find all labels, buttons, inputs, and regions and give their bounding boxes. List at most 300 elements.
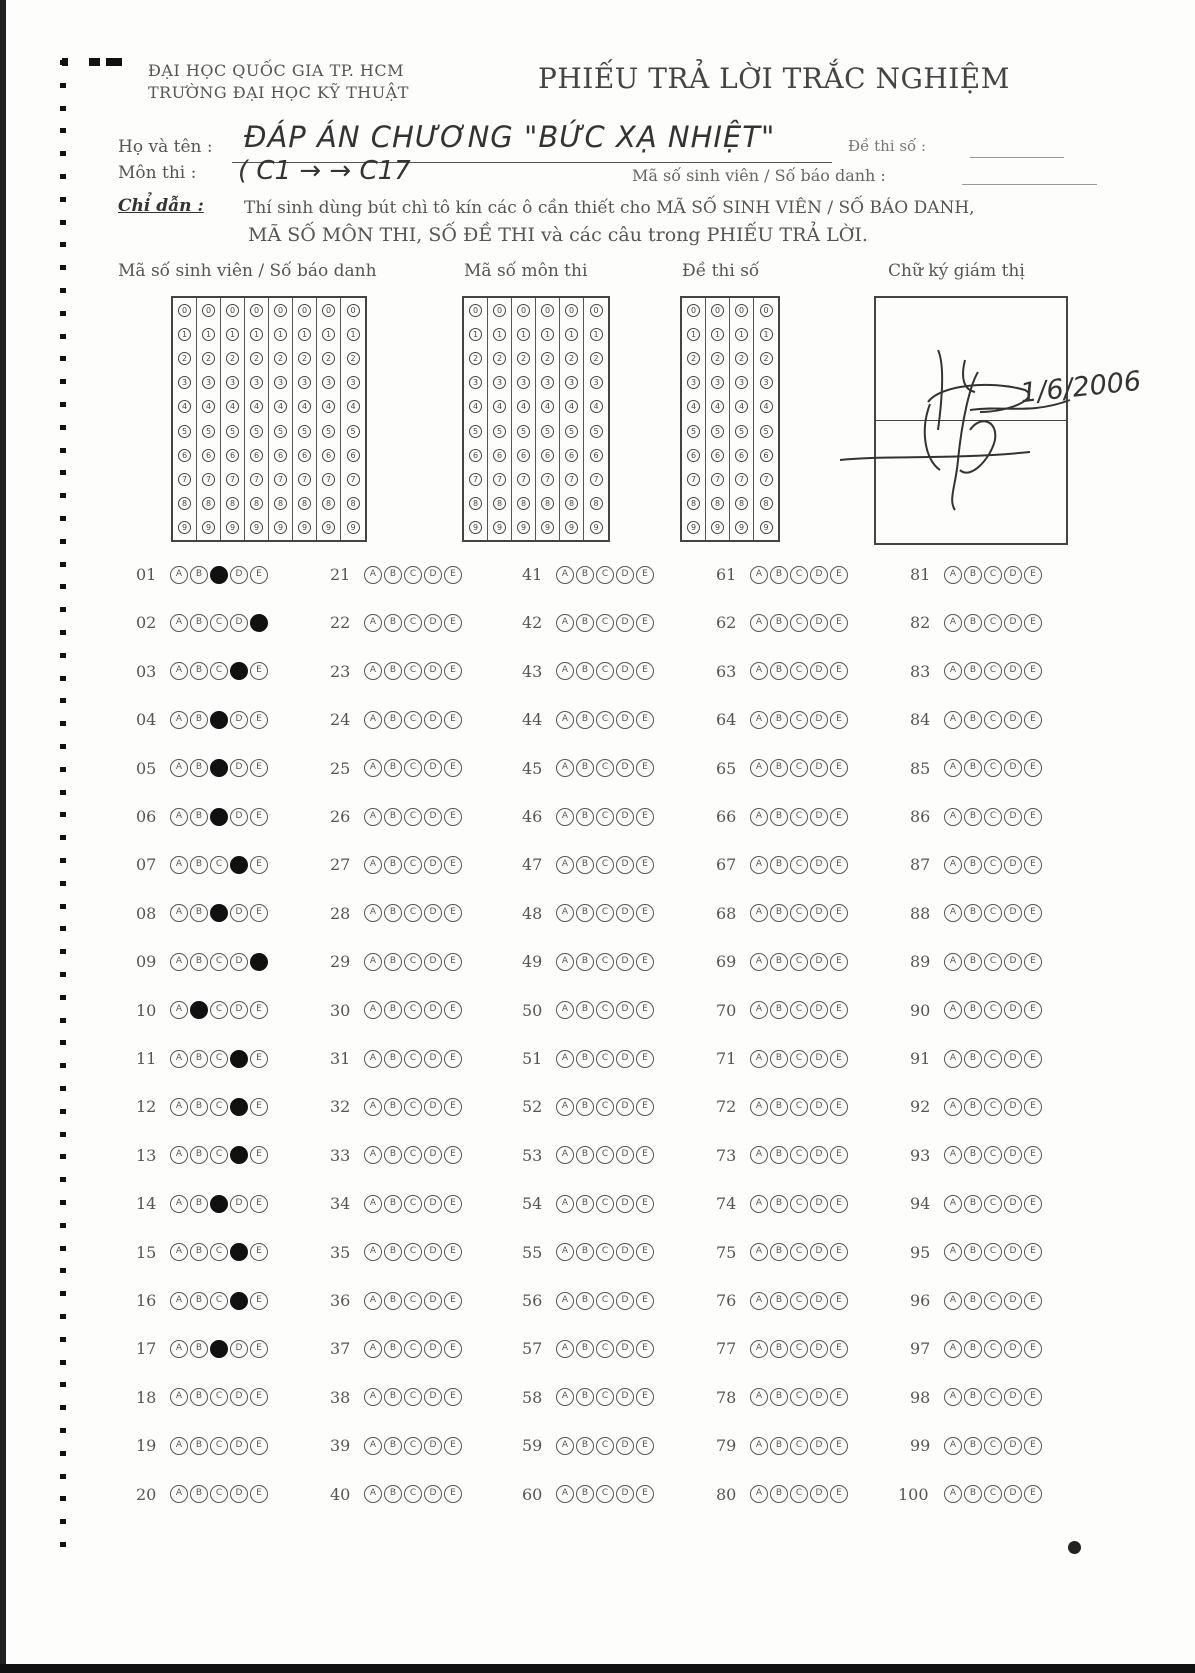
answer-bubble[interactable]: B — [384, 662, 402, 680]
answer-bubble[interactable]: A — [364, 1195, 382, 1213]
answer-bubble[interactable]: E — [636, 1437, 654, 1455]
digit-bubble[interactable]: 9 — [322, 521, 335, 534]
answer-bubble[interactable]: A — [364, 1098, 382, 1116]
digit-bubble[interactable]: 4 — [711, 400, 724, 413]
answer-bubble[interactable]: A — [364, 614, 382, 632]
answer-bubble[interactable]: C — [790, 1098, 808, 1116]
answer-bubble[interactable]: E — [250, 953, 268, 971]
digit-bubble[interactable]: 4 — [735, 400, 748, 413]
answer-bubble[interactable]: D — [230, 1001, 248, 1019]
digit-bubble[interactable]: 7 — [274, 473, 287, 486]
answer-bubble[interactable]: A — [364, 1050, 382, 1068]
digit-bubble[interactable]: 4 — [298, 400, 311, 413]
answer-bubble[interactable]: A — [364, 1001, 382, 1019]
answer-bubble[interactable]: B — [770, 614, 788, 632]
answer-bubble[interactable]: B — [384, 953, 402, 971]
answer-bubble[interactable]: C — [596, 904, 614, 922]
digit-bubble[interactable]: 8 — [760, 497, 773, 510]
answer-bubble[interactable]: E — [250, 1195, 268, 1213]
digit-bubble[interactable]: 1 — [226, 328, 239, 341]
answer-bubble[interactable]: E — [1024, 759, 1042, 777]
digit-bubble[interactable]: 8 — [274, 497, 287, 510]
answer-bubble[interactable]: A — [364, 808, 382, 826]
digit-bubble[interactable]: 1 — [711, 328, 724, 341]
answer-bubble[interactable]: E — [830, 1098, 848, 1116]
digit-bubble[interactable]: 9 — [735, 521, 748, 534]
digit-bubble[interactable]: 8 — [469, 497, 482, 510]
answer-bubble[interactable]: D — [616, 614, 634, 632]
answer-bubble[interactable]: E — [444, 1437, 462, 1455]
answer-bubble[interactable]: B — [770, 1292, 788, 1310]
digit-bubble[interactable]: 5 — [541, 425, 554, 438]
digit-bubble[interactable]: 5 — [590, 425, 603, 438]
digit-bubble[interactable]: 0 — [226, 304, 239, 317]
answer-bubble[interactable]: B — [770, 711, 788, 729]
answer-bubble[interactable]: B — [384, 1340, 402, 1358]
digit-bubble[interactable]: 6 — [590, 449, 603, 462]
answer-bubble[interactable]: C — [596, 1195, 614, 1213]
answer-bubble[interactable]: C — [404, 1050, 422, 1068]
answer-bubble[interactable]: A — [556, 1050, 574, 1068]
answer-bubble[interactable]: B — [384, 1292, 402, 1310]
digit-bubble[interactable]: 2 — [541, 352, 554, 365]
digit-bubble[interactable]: 0 — [565, 304, 578, 317]
answer-bubble[interactable]: A — [364, 953, 382, 971]
digit-bubble[interactable]: 9 — [250, 521, 263, 534]
answer-bubble[interactable]: C — [404, 614, 422, 632]
answer-bubble[interactable]: B — [384, 1001, 402, 1019]
answer-bubble[interactable]: B — [384, 1437, 402, 1455]
answer-bubble[interactable]: A — [556, 614, 574, 632]
answer-bubble[interactable]: D — [230, 1437, 248, 1455]
answer-bubble[interactable]: B — [190, 808, 208, 826]
answer-bubble[interactable]: A — [750, 1050, 768, 1068]
answer-bubble[interactable]: E — [444, 1388, 462, 1406]
digit-bubble[interactable]: 9 — [590, 521, 603, 534]
answer-bubble[interactable]: D — [616, 1050, 634, 1068]
digit-bubble[interactable]: 6 — [322, 449, 335, 462]
digit-bubble[interactable]: 4 — [226, 400, 239, 413]
answer-bubble[interactable]: A — [750, 1098, 768, 1116]
answer-bubble[interactable]: D — [810, 1098, 828, 1116]
digit-bubble[interactable]: 0 — [322, 304, 335, 317]
answer-bubble[interactable]: E — [444, 1001, 462, 1019]
digit-bubble[interactable]: 3 — [687, 376, 700, 389]
answer-bubble[interactable]: B — [770, 759, 788, 777]
answer-bubble[interactable]: C — [596, 1292, 614, 1310]
answer-bubble[interactable]: A — [364, 1388, 382, 1406]
answer-bubble[interactable]: C — [404, 904, 422, 922]
answer-bubble[interactable]: A — [750, 953, 768, 971]
answer-bubble[interactable]: B — [770, 1050, 788, 1068]
answer-bubble[interactable]: D — [616, 953, 634, 971]
answer-bubble[interactable]: C — [984, 904, 1002, 922]
answer-bubble[interactable]: B — [576, 808, 594, 826]
answer-bubble[interactable]: E — [444, 1098, 462, 1116]
answer-bubble[interactable]: B — [770, 1146, 788, 1164]
answer-bubble[interactable]: C — [210, 1195, 228, 1213]
answer-bubble[interactable]: B — [576, 662, 594, 680]
answer-bubble[interactable]: E — [444, 711, 462, 729]
answer-bubble[interactable]: C — [984, 808, 1002, 826]
digit-bubble[interactable]: 8 — [347, 497, 360, 510]
answer-bubble[interactable]: B — [384, 904, 402, 922]
digit-bubble[interactable]: 9 — [469, 521, 482, 534]
answer-bubble[interactable]: B — [384, 1195, 402, 1213]
answer-bubble[interactable]: C — [984, 1195, 1002, 1213]
answer-bubble[interactable]: A — [750, 808, 768, 826]
digit-bubble[interactable]: 4 — [541, 400, 554, 413]
digit-bubble[interactable]: 5 — [517, 425, 530, 438]
answer-bubble[interactable]: E — [636, 1146, 654, 1164]
digit-bubble[interactable]: 7 — [202, 473, 215, 486]
digit-bubble[interactable]: 4 — [760, 400, 773, 413]
answer-bubble[interactable]: C — [596, 759, 614, 777]
digit-bubble[interactable]: 4 — [274, 400, 287, 413]
answer-bubble[interactable]: C — [790, 711, 808, 729]
answer-bubble[interactable]: E — [1024, 566, 1042, 584]
answer-bubble[interactable]: D — [424, 759, 442, 777]
answer-bubble[interactable]: D — [424, 1243, 442, 1261]
answer-bubble[interactable]: E — [1024, 1292, 1042, 1310]
answer-bubble[interactable]: E — [830, 1146, 848, 1164]
answer-bubble[interactable]: A — [364, 1243, 382, 1261]
answer-bubble[interactable]: C — [790, 662, 808, 680]
digit-bubble[interactable]: 9 — [541, 521, 554, 534]
answer-bubble[interactable]: C — [596, 1485, 614, 1503]
digit-bubble[interactable]: 0 — [517, 304, 530, 317]
answer-bubble[interactable]: D — [424, 1485, 442, 1503]
digit-bubble[interactable]: 9 — [274, 521, 287, 534]
digit-bubble[interactable]: 1 — [469, 328, 482, 341]
answer-bubble[interactable]: E — [250, 1146, 268, 1164]
answer-bubble[interactable]: C — [210, 711, 228, 729]
digit-bubble[interactable]: 6 — [226, 449, 239, 462]
answer-bubble[interactable]: A — [944, 856, 962, 874]
answer-bubble[interactable]: B — [770, 1485, 788, 1503]
answer-bubble[interactable]: C — [790, 1437, 808, 1455]
digit-bubble[interactable]: 2 — [493, 352, 506, 365]
answer-bubble[interactable]: D — [1004, 759, 1022, 777]
answer-bubble[interactable]: C — [596, 1001, 614, 1019]
answer-bubble[interactable]: C — [790, 1340, 808, 1358]
answer-bubble[interactable]: A — [556, 1195, 574, 1213]
answer-bubble[interactable]: E — [1024, 1098, 1042, 1116]
answer-bubble[interactable]: A — [556, 1001, 574, 1019]
answer-bubble[interactable]: B — [384, 614, 402, 632]
answer-bubble[interactable]: D — [424, 1292, 442, 1310]
answer-bubble[interactable]: E — [250, 1098, 268, 1116]
answer-bubble[interactable]: E — [830, 1292, 848, 1310]
answer-bubble[interactable]: D — [810, 904, 828, 922]
answer-bubble[interactable]: A — [556, 759, 574, 777]
answer-bubble[interactable]: A — [170, 904, 188, 922]
digit-bubble[interactable]: 7 — [735, 473, 748, 486]
answer-bubble[interactable]: E — [636, 614, 654, 632]
digit-bubble[interactable]: 3 — [298, 376, 311, 389]
answer-bubble[interactable]: D — [810, 1292, 828, 1310]
answer-bubble[interactable]: A — [170, 1340, 188, 1358]
answer-bubble[interactable]: A — [750, 1340, 768, 1358]
answer-bubble[interactable]: E — [830, 662, 848, 680]
answer-bubble[interactable]: A — [364, 1146, 382, 1164]
answer-bubble[interactable]: A — [556, 1098, 574, 1116]
answer-bubble[interactable]: E — [636, 856, 654, 874]
answer-bubble[interactable]: C — [984, 1243, 1002, 1261]
answer-bubble[interactable]: C — [984, 1050, 1002, 1068]
answer-bubble[interactable]: C — [596, 1098, 614, 1116]
digit-bubble[interactable]: 3 — [493, 376, 506, 389]
answer-bubble[interactable]: E — [636, 1050, 654, 1068]
answer-bubble[interactable]: D — [424, 711, 442, 729]
answer-bubble[interactable]: D — [230, 759, 248, 777]
digit-bubble[interactable]: 6 — [347, 449, 360, 462]
answer-bubble[interactable]: E — [444, 1195, 462, 1213]
digit-bubble[interactable]: 2 — [250, 352, 263, 365]
digit-bubble[interactable]: 4 — [687, 400, 700, 413]
digit-bubble[interactable]: 3 — [178, 376, 191, 389]
answer-bubble[interactable]: C — [790, 1485, 808, 1503]
answer-bubble[interactable]: E — [444, 1050, 462, 1068]
answer-bubble[interactable]: E — [250, 1388, 268, 1406]
answer-bubble[interactable]: E — [830, 1050, 848, 1068]
answer-bubble[interactable]: E — [830, 614, 848, 632]
digit-bubble[interactable]: 3 — [711, 376, 724, 389]
answer-bubble[interactable]: A — [364, 856, 382, 874]
answer-bubble[interactable]: E — [250, 1050, 268, 1068]
answer-bubble[interactable]: B — [190, 1485, 208, 1503]
answer-bubble[interactable]: B — [576, 1001, 594, 1019]
answer-bubble[interactable]: C — [984, 856, 1002, 874]
answer-bubble[interactable]: E — [444, 759, 462, 777]
digit-bubble[interactable]: 1 — [541, 328, 554, 341]
answer-bubble[interactable]: D — [616, 904, 634, 922]
digit-bubble[interactable]: 3 — [735, 376, 748, 389]
digit-bubble[interactable]: 3 — [226, 376, 239, 389]
digit-bubble[interactable]: 4 — [178, 400, 191, 413]
digit-bubble[interactable]: 0 — [541, 304, 554, 317]
answer-bubble[interactable]: D — [230, 614, 248, 632]
digit-bubble[interactable]: 3 — [565, 376, 578, 389]
answer-bubble[interactable]: B — [964, 1001, 982, 1019]
answer-bubble[interactable]: A — [750, 1195, 768, 1213]
answer-bubble[interactable]: A — [556, 808, 574, 826]
answer-bubble[interactable]: A — [944, 1292, 962, 1310]
answer-bubble[interactable]: D — [1004, 808, 1022, 826]
answer-bubble[interactable]: D — [230, 1388, 248, 1406]
digit-bubble[interactable]: 7 — [226, 473, 239, 486]
digit-bubble[interactable]: 3 — [469, 376, 482, 389]
answer-bubble[interactable]: E — [830, 566, 848, 584]
answer-bubble[interactable]: D — [810, 614, 828, 632]
digit-bubble[interactable]: 8 — [493, 497, 506, 510]
answer-bubble[interactable]: A — [944, 1340, 962, 1358]
answer-bubble[interactable]: E — [250, 1292, 268, 1310]
answer-bubble[interactable]: D — [230, 1098, 248, 1116]
answer-bubble[interactable]: A — [944, 1485, 962, 1503]
answer-bubble[interactable]: D — [616, 1001, 634, 1019]
answer-bubble[interactable]: C — [984, 1146, 1002, 1164]
digit-bubble[interactable]: 5 — [202, 425, 215, 438]
digit-bubble[interactable]: 5 — [687, 425, 700, 438]
answer-bubble[interactable]: E — [250, 808, 268, 826]
answer-bubble[interactable]: B — [190, 1340, 208, 1358]
answer-bubble[interactable]: A — [944, 711, 962, 729]
digit-bubble[interactable]: 0 — [590, 304, 603, 317]
answer-bubble[interactable]: E — [250, 662, 268, 680]
answer-bubble[interactable]: A — [944, 1050, 962, 1068]
answer-bubble[interactable]: A — [750, 856, 768, 874]
answer-bubble[interactable]: A — [170, 1195, 188, 1213]
answer-bubble[interactable]: C — [596, 1340, 614, 1358]
answer-bubble[interactable]: B — [576, 1098, 594, 1116]
answer-bubble[interactable]: B — [576, 1340, 594, 1358]
digit-bubble[interactable]: 8 — [565, 497, 578, 510]
answer-bubble[interactable]: C — [210, 614, 228, 632]
answer-bubble[interactable]: E — [636, 1388, 654, 1406]
digit-bubble[interactable]: 3 — [250, 376, 263, 389]
answer-bubble[interactable]: C — [984, 1388, 1002, 1406]
answer-bubble[interactable]: D — [616, 856, 634, 874]
answer-bubble[interactable]: A — [944, 614, 962, 632]
answer-bubble[interactable]: E — [830, 856, 848, 874]
answer-bubble[interactable]: B — [190, 953, 208, 971]
answer-bubble[interactable]: D — [810, 1146, 828, 1164]
answer-bubble[interactable]: B — [384, 808, 402, 826]
digit-bubble[interactable]: 4 — [590, 400, 603, 413]
answer-bubble[interactable]: D — [424, 1050, 442, 1068]
digit-bubble[interactable]: 9 — [178, 521, 191, 534]
answer-bubble[interactable]: A — [364, 1437, 382, 1455]
answer-bubble[interactable]: D — [1004, 614, 1022, 632]
answer-bubble[interactable]: E — [636, 711, 654, 729]
digit-bubble[interactable]: 1 — [517, 328, 530, 341]
digit-bubble[interactable]: 3 — [541, 376, 554, 389]
answer-bubble[interactable]: A — [364, 1292, 382, 1310]
answer-bubble[interactable]: A — [364, 1485, 382, 1503]
digit-bubble[interactable]: 6 — [687, 449, 700, 462]
answer-bubble[interactable]: A — [556, 1146, 574, 1164]
answer-bubble[interactable]: C — [210, 856, 228, 874]
answer-bubble[interactable]: C — [210, 1098, 228, 1116]
answer-bubble[interactable]: B — [964, 759, 982, 777]
digit-bubble[interactable]: 1 — [687, 328, 700, 341]
answer-bubble[interactable]: A — [750, 614, 768, 632]
answer-bubble[interactable]: A — [944, 1195, 962, 1213]
digit-bubble[interactable]: 6 — [517, 449, 530, 462]
answer-bubble[interactable]: C — [984, 711, 1002, 729]
answer-bubble[interactable]: E — [636, 1195, 654, 1213]
answer-bubble[interactable]: B — [576, 1292, 594, 1310]
answer-bubble[interactable]: B — [770, 1195, 788, 1213]
digit-bubble[interactable]: 3 — [760, 376, 773, 389]
digit-bubble[interactable]: 5 — [298, 425, 311, 438]
answer-bubble[interactable]: A — [750, 1485, 768, 1503]
digit-bubble[interactable]: 2 — [347, 352, 360, 365]
answer-bubble[interactable]: C — [984, 953, 1002, 971]
answer-bubble[interactable]: E — [444, 808, 462, 826]
answer-bubble[interactable]: A — [170, 662, 188, 680]
answer-bubble[interactable]: B — [384, 1146, 402, 1164]
answer-bubble[interactable]: C — [984, 1485, 1002, 1503]
answer-bubble[interactable]: E — [1024, 808, 1042, 826]
answer-bubble[interactable]: B — [964, 1292, 982, 1310]
answer-bubble[interactable]: A — [556, 711, 574, 729]
answer-bubble[interactable]: D — [616, 566, 634, 584]
answer-bubble[interactable]: B — [576, 1485, 594, 1503]
answer-bubble[interactable]: C — [596, 1243, 614, 1261]
answer-bubble[interactable]: A — [944, 1437, 962, 1455]
answer-bubble[interactable]: C — [404, 566, 422, 584]
answer-bubble[interactable]: E — [444, 1146, 462, 1164]
answer-bubble[interactable]: A — [944, 1098, 962, 1116]
answer-bubble[interactable]: A — [556, 1340, 574, 1358]
answer-bubble[interactable]: A — [944, 808, 962, 826]
answer-bubble[interactable]: C — [790, 856, 808, 874]
answer-bubble[interactable]: C — [596, 856, 614, 874]
answer-bubble[interactable]: D — [230, 1485, 248, 1503]
answer-bubble[interactable]: D — [424, 614, 442, 632]
answer-bubble[interactable]: B — [770, 1243, 788, 1261]
answer-bubble[interactable]: D — [230, 662, 248, 680]
answer-bubble[interactable]: C — [210, 759, 228, 777]
answer-bubble[interactable]: B — [770, 566, 788, 584]
answer-bubble[interactable]: D — [424, 1146, 442, 1164]
digit-bubble[interactable]: 4 — [517, 400, 530, 413]
answer-bubble[interactable]: E — [250, 566, 268, 584]
answer-bubble[interactable]: A — [750, 1388, 768, 1406]
digit-bubble[interactable]: 8 — [687, 497, 700, 510]
digit-bubble[interactable]: 6 — [541, 449, 554, 462]
answer-bubble[interactable]: B — [384, 856, 402, 874]
answer-bubble[interactable]: C — [790, 953, 808, 971]
answer-bubble[interactable]: C — [790, 1195, 808, 1213]
digit-bubble[interactable]: 8 — [298, 497, 311, 510]
digit-bubble[interactable]: 6 — [493, 449, 506, 462]
answer-bubble[interactable]: D — [424, 1437, 442, 1455]
answer-bubble[interactable]: E — [250, 1437, 268, 1455]
digit-bubble[interactable]: 7 — [541, 473, 554, 486]
answer-bubble[interactable]: B — [770, 1388, 788, 1406]
digit-bubble[interactable]: 5 — [469, 425, 482, 438]
answer-bubble[interactable]: B — [384, 1485, 402, 1503]
answer-bubble[interactable]: E — [636, 904, 654, 922]
answer-bubble[interactable]: C — [596, 662, 614, 680]
answer-bubble[interactable]: C — [210, 1001, 228, 1019]
answer-bubble[interactable]: A — [170, 711, 188, 729]
digit-bubble[interactable]: 7 — [347, 473, 360, 486]
digit-bubble[interactable]: 0 — [178, 304, 191, 317]
answer-bubble[interactable]: E — [1024, 1001, 1042, 1019]
answer-bubble[interactable]: B — [190, 566, 208, 584]
digit-bubble[interactable]: 9 — [493, 521, 506, 534]
answer-bubble[interactable]: A — [750, 1243, 768, 1261]
answer-bubble[interactable]: D — [1004, 1485, 1022, 1503]
answer-bubble[interactable]: C — [790, 1243, 808, 1261]
answer-bubble[interactable]: A — [364, 566, 382, 584]
answer-bubble[interactable]: C — [596, 566, 614, 584]
digit-bubble[interactable]: 6 — [178, 449, 191, 462]
answer-bubble[interactable]: C — [596, 1437, 614, 1455]
answer-bubble[interactable]: A — [556, 1437, 574, 1455]
answer-bubble[interactable]: D — [616, 1292, 634, 1310]
answer-bubble[interactable]: D — [424, 566, 442, 584]
answer-bubble[interactable]: B — [190, 1243, 208, 1261]
answer-bubble[interactable]: B — [770, 953, 788, 971]
answer-bubble[interactable]: B — [964, 1050, 982, 1068]
answer-bubble[interactable]: D — [810, 1195, 828, 1213]
answer-bubble[interactable]: C — [404, 1388, 422, 1406]
